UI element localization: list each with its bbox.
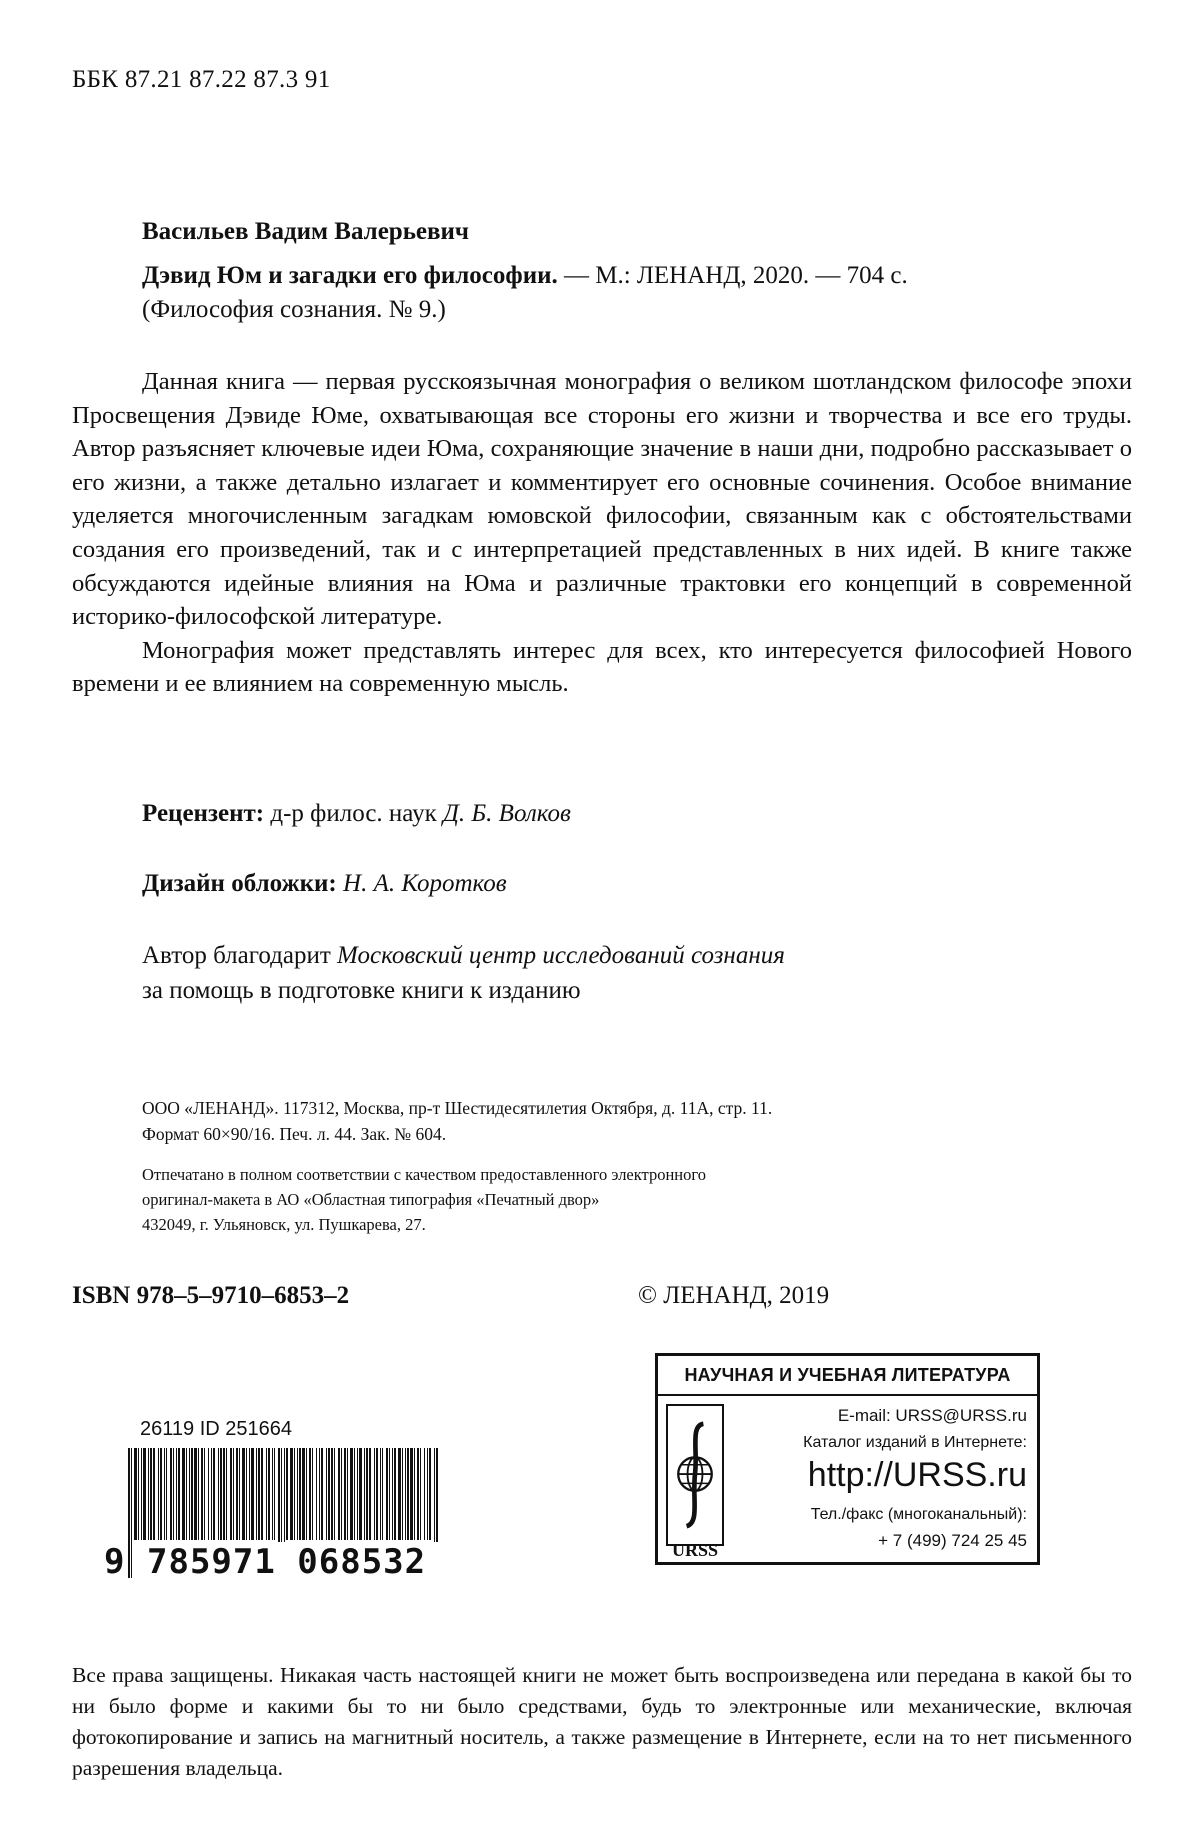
barcode-bar <box>382 1448 383 1540</box>
urss-phone: + 7 (499) 724 25 45 <box>878 1531 1027 1550</box>
barcode-bar <box>220 1448 222 1540</box>
barcode-bar <box>182 1448 185 1540</box>
barcode-bar <box>414 1448 415 1540</box>
barcode-bar <box>364 1448 365 1540</box>
barcode-bar <box>294 1448 295 1540</box>
barcode-bar <box>230 1448 232 1540</box>
barcode-bar <box>143 1448 146 1540</box>
barcode-bar <box>306 1448 307 1540</box>
designer-line <box>142 870 507 898</box>
barcode-first-digit: 9 <box>104 1542 125 1582</box>
isbn: ISBN 978–5–9710–6853–2 <box>72 1282 350 1309</box>
barcode-id: 26119 ID 251664 <box>140 1418 292 1440</box>
author-name: Васильев Вадим Валерьевич <box>142 218 470 245</box>
barcode-bar <box>392 1448 393 1540</box>
barcode-bar <box>429 1448 431 1540</box>
barcode-bar <box>398 1448 401 1540</box>
barcode-bar <box>141 1448 142 1540</box>
barcode-bar <box>208 1448 209 1540</box>
barcode-bar <box>328 1448 330 1540</box>
urss-logo-label: URSS <box>671 1540 719 1560</box>
publisher-info <box>142 1095 772 1147</box>
barcode-bar <box>344 1448 346 1540</box>
bibliographic-line <box>142 262 908 290</box>
barcode-bar <box>201 1448 203 1540</box>
abstract <box>72 365 1132 701</box>
bbk-code: ББК 87.21 87.22 87.3 91 <box>72 66 331 93</box>
barcode-digits: 785971 068532 <box>147 1542 439 1582</box>
urss-catalog-label: Каталог изданий в Интернете: <box>803 1434 1027 1451</box>
barcode-bar <box>321 1448 323 1540</box>
barcode-bar <box>236 1448 238 1540</box>
barcode-bar <box>204 1448 205 1540</box>
barcode-bar <box>410 1448 413 1540</box>
barcode-bar <box>256 1448 257 1540</box>
barcode-bar <box>166 1448 167 1540</box>
barcode-bar <box>242 1448 245 1540</box>
barcode-bar <box>261 1448 263 1540</box>
barcode-bar <box>138 1448 139 1540</box>
barcode-bar <box>369 1448 371 1540</box>
urss-globe-logo-icon <box>666 1404 724 1546</box>
barcode-bar <box>213 1448 215 1540</box>
printer-line: 432049, г. Ульяновск, ул. Пушкарева, 27. <box>142 1215 426 1234</box>
abstract-paragraph: Данная книга — первая русскоязычная монография о великом шотландском философе эпохи Просвещения Дэвиде Юме, охватывающая все стороны его жизни и творчества и все его труды. Автор разъясняет ключевые идеи Юма, сохраняющие значение в наши дни, подробно рассказывает о его жизни, а также детально излагает и комментирует его основные сочинения. Особое внимание уделяется многочисленным загадкам юмовской философии, связанным как с обстоятельствами создания его произведений, так и с интерпретацией представленных в них идей. В книге также обсуждаются идейные влияния на Юма и различные трактовки его концепций в современной историко-философской литературе. <box>72 368 1132 631</box>
barcode-bar <box>134 1448 137 1540</box>
barcode-bar <box>158 1448 159 1540</box>
barcode-bar <box>266 1448 267 1540</box>
ack-after: за помощь в подготовке книги к изданию <box>142 977 581 1004</box>
urss-email: E-mail: URSS@URSS.ru <box>837 1406 1027 1425</box>
barcode-bar <box>299 1448 301 1540</box>
barcode-bar <box>341 1448 342 1540</box>
barcode-bar <box>226 1448 227 1540</box>
ack-before: Автор благодарит <box>142 942 338 969</box>
barcode-bar <box>354 1448 355 1540</box>
barcode-bar <box>274 1448 275 1540</box>
publisher-line: ООО «ЛЕНАНД». 117312, Москва, пр-т Шестидесятилетия Октября, д. 11А, стр. 11. <box>142 1098 773 1118</box>
barcode-bar <box>417 1448 419 1540</box>
barcode-bar <box>194 1448 197 1540</box>
barcode-bar <box>394 1448 396 1540</box>
reviewer-label: Рецензент: <box>142 800 265 827</box>
barcode-bar <box>334 1448 335 1540</box>
reviewer-line <box>142 800 571 828</box>
barcode-bar <box>338 1448 340 1540</box>
barcode-bar <box>170 1448 172 1540</box>
barcode-bar <box>359 1448 362 1540</box>
barcode-bar <box>189 1448 190 1540</box>
barcode-bar <box>198 1448 199 1540</box>
barcode-bar <box>357 1448 358 1540</box>
barcode-bar <box>272 1448 273 1540</box>
barcode-bar <box>389 1448 390 1540</box>
barcode-bar <box>297 1448 298 1540</box>
barcode-bar <box>386 1448 388 1540</box>
barcode-bar <box>223 1448 225 1540</box>
designer-name: Н. А. Коротков <box>336 870 507 897</box>
barcode-bar <box>309 1448 311 1540</box>
barcode-bar <box>218 1448 219 1540</box>
barcode-bar <box>258 1448 260 1540</box>
printer-info <box>142 1162 706 1237</box>
abstract-paragraph: Монография может представлять интерес для всех, кто интересуется философией Нового времени и ее влиянием на современную мысль. <box>72 636 1132 698</box>
barcode-bar <box>186 1448 187 1540</box>
barcode-bar <box>268 1448 270 1540</box>
barcode-bar <box>128 1448 130 1578</box>
barcode-bar <box>380 1448 381 1540</box>
urss-phone-label: Тел./факс (многоканальный): <box>810 1506 1027 1523</box>
barcode-bar <box>319 1448 320 1540</box>
barcode-bar <box>286 1448 288 1540</box>
barcode-bar <box>249 1448 250 1540</box>
barcode-bar <box>374 1448 375 1540</box>
barcode-bar <box>302 1448 305 1540</box>
book-title: Дэвид Юм и загадки его философии. <box>142 262 558 289</box>
barcode-bar <box>326 1448 327 1540</box>
copyright: © ЛЕНАНД, 2019 <box>638 1282 830 1309</box>
barcode-bar <box>246 1448 247 1540</box>
designer-label: Дизайн обложки: <box>142 870 337 897</box>
barcode-bar <box>366 1448 368 1540</box>
ack-org: Московский центр исследований сознания <box>337 942 785 969</box>
barcode-bar <box>376 1448 378 1540</box>
barcode-bar <box>131 1448 132 1578</box>
barcode-bar <box>407 1448 409 1540</box>
urss-info-box <box>655 1353 1040 1565</box>
barcode-bar <box>148 1448 149 1540</box>
acknowledgement-line-1 <box>142 938 785 973</box>
imprint-line: — М.: ЛЕНАНД, 2020. — 704 с. <box>557 262 908 289</box>
barcode-bar <box>164 1448 165 1540</box>
barcode-bar <box>405 1448 406 1540</box>
barcode-bar <box>176 1448 177 1540</box>
urss-heading: НАУЧНАЯ И УЧЕБНАЯ ЛИТЕРАТУРА <box>658 1356 1037 1396</box>
barcode-bar <box>312 1448 313 1540</box>
publisher-line: Формат 60×90/16. Печ. л. 44. Зак. № 604. <box>142 1124 447 1144</box>
barcode-bar <box>150 1448 152 1540</box>
barcode-bar <box>331 1448 333 1540</box>
barcode-bar <box>424 1448 425 1540</box>
reviewer-degree: д-р филос. наук <box>264 800 444 827</box>
barcode-bar <box>191 1448 193 1540</box>
reviewer-name: Д. Б. Волков <box>443 800 571 827</box>
barcode-bar <box>153 1448 155 1540</box>
barcode-bar <box>160 1448 162 1540</box>
barcode-bar <box>316 1448 317 1540</box>
barcode-bar <box>233 1448 234 1540</box>
barcode-bar <box>211 1448 212 1540</box>
barcode-bar <box>178 1448 180 1540</box>
barcode-bar <box>251 1448 254 1540</box>
barcode-bar <box>350 1448 353 1540</box>
barcode-bar <box>173 1448 174 1540</box>
barcode-bar <box>427 1448 428 1540</box>
printer-line: оригинал-макета в АО «Областная типография «Печатный двор» <box>142 1190 600 1209</box>
barcode-bar <box>239 1448 240 1540</box>
barcode-bar <box>290 1448 293 1540</box>
barcode-bar <box>420 1448 421 1540</box>
printer-line: Отпечатано в полном соответствии с качеством предоставленного электронного <box>142 1165 706 1184</box>
barcode-bar <box>402 1448 403 1540</box>
barcode-bar <box>347 1448 348 1540</box>
acknowledgement <box>142 938 785 1008</box>
series-info: (Философия сознания. № 9.) <box>142 296 446 323</box>
rights-notice: Все права защищены. Никакая часть настоящей книги не может быть воспроизведена или передана в какой бы то ни было форме и какими бы то ни было средствами, будь то электронные или механические, включая фотокопирование и запись на магнитный носитель, а также размещение в Интернете, если на то нет письменного разрешения владельца. <box>72 1663 1132 1780</box>
urss-url: http://URSS.ru <box>807 1456 1027 1494</box>
